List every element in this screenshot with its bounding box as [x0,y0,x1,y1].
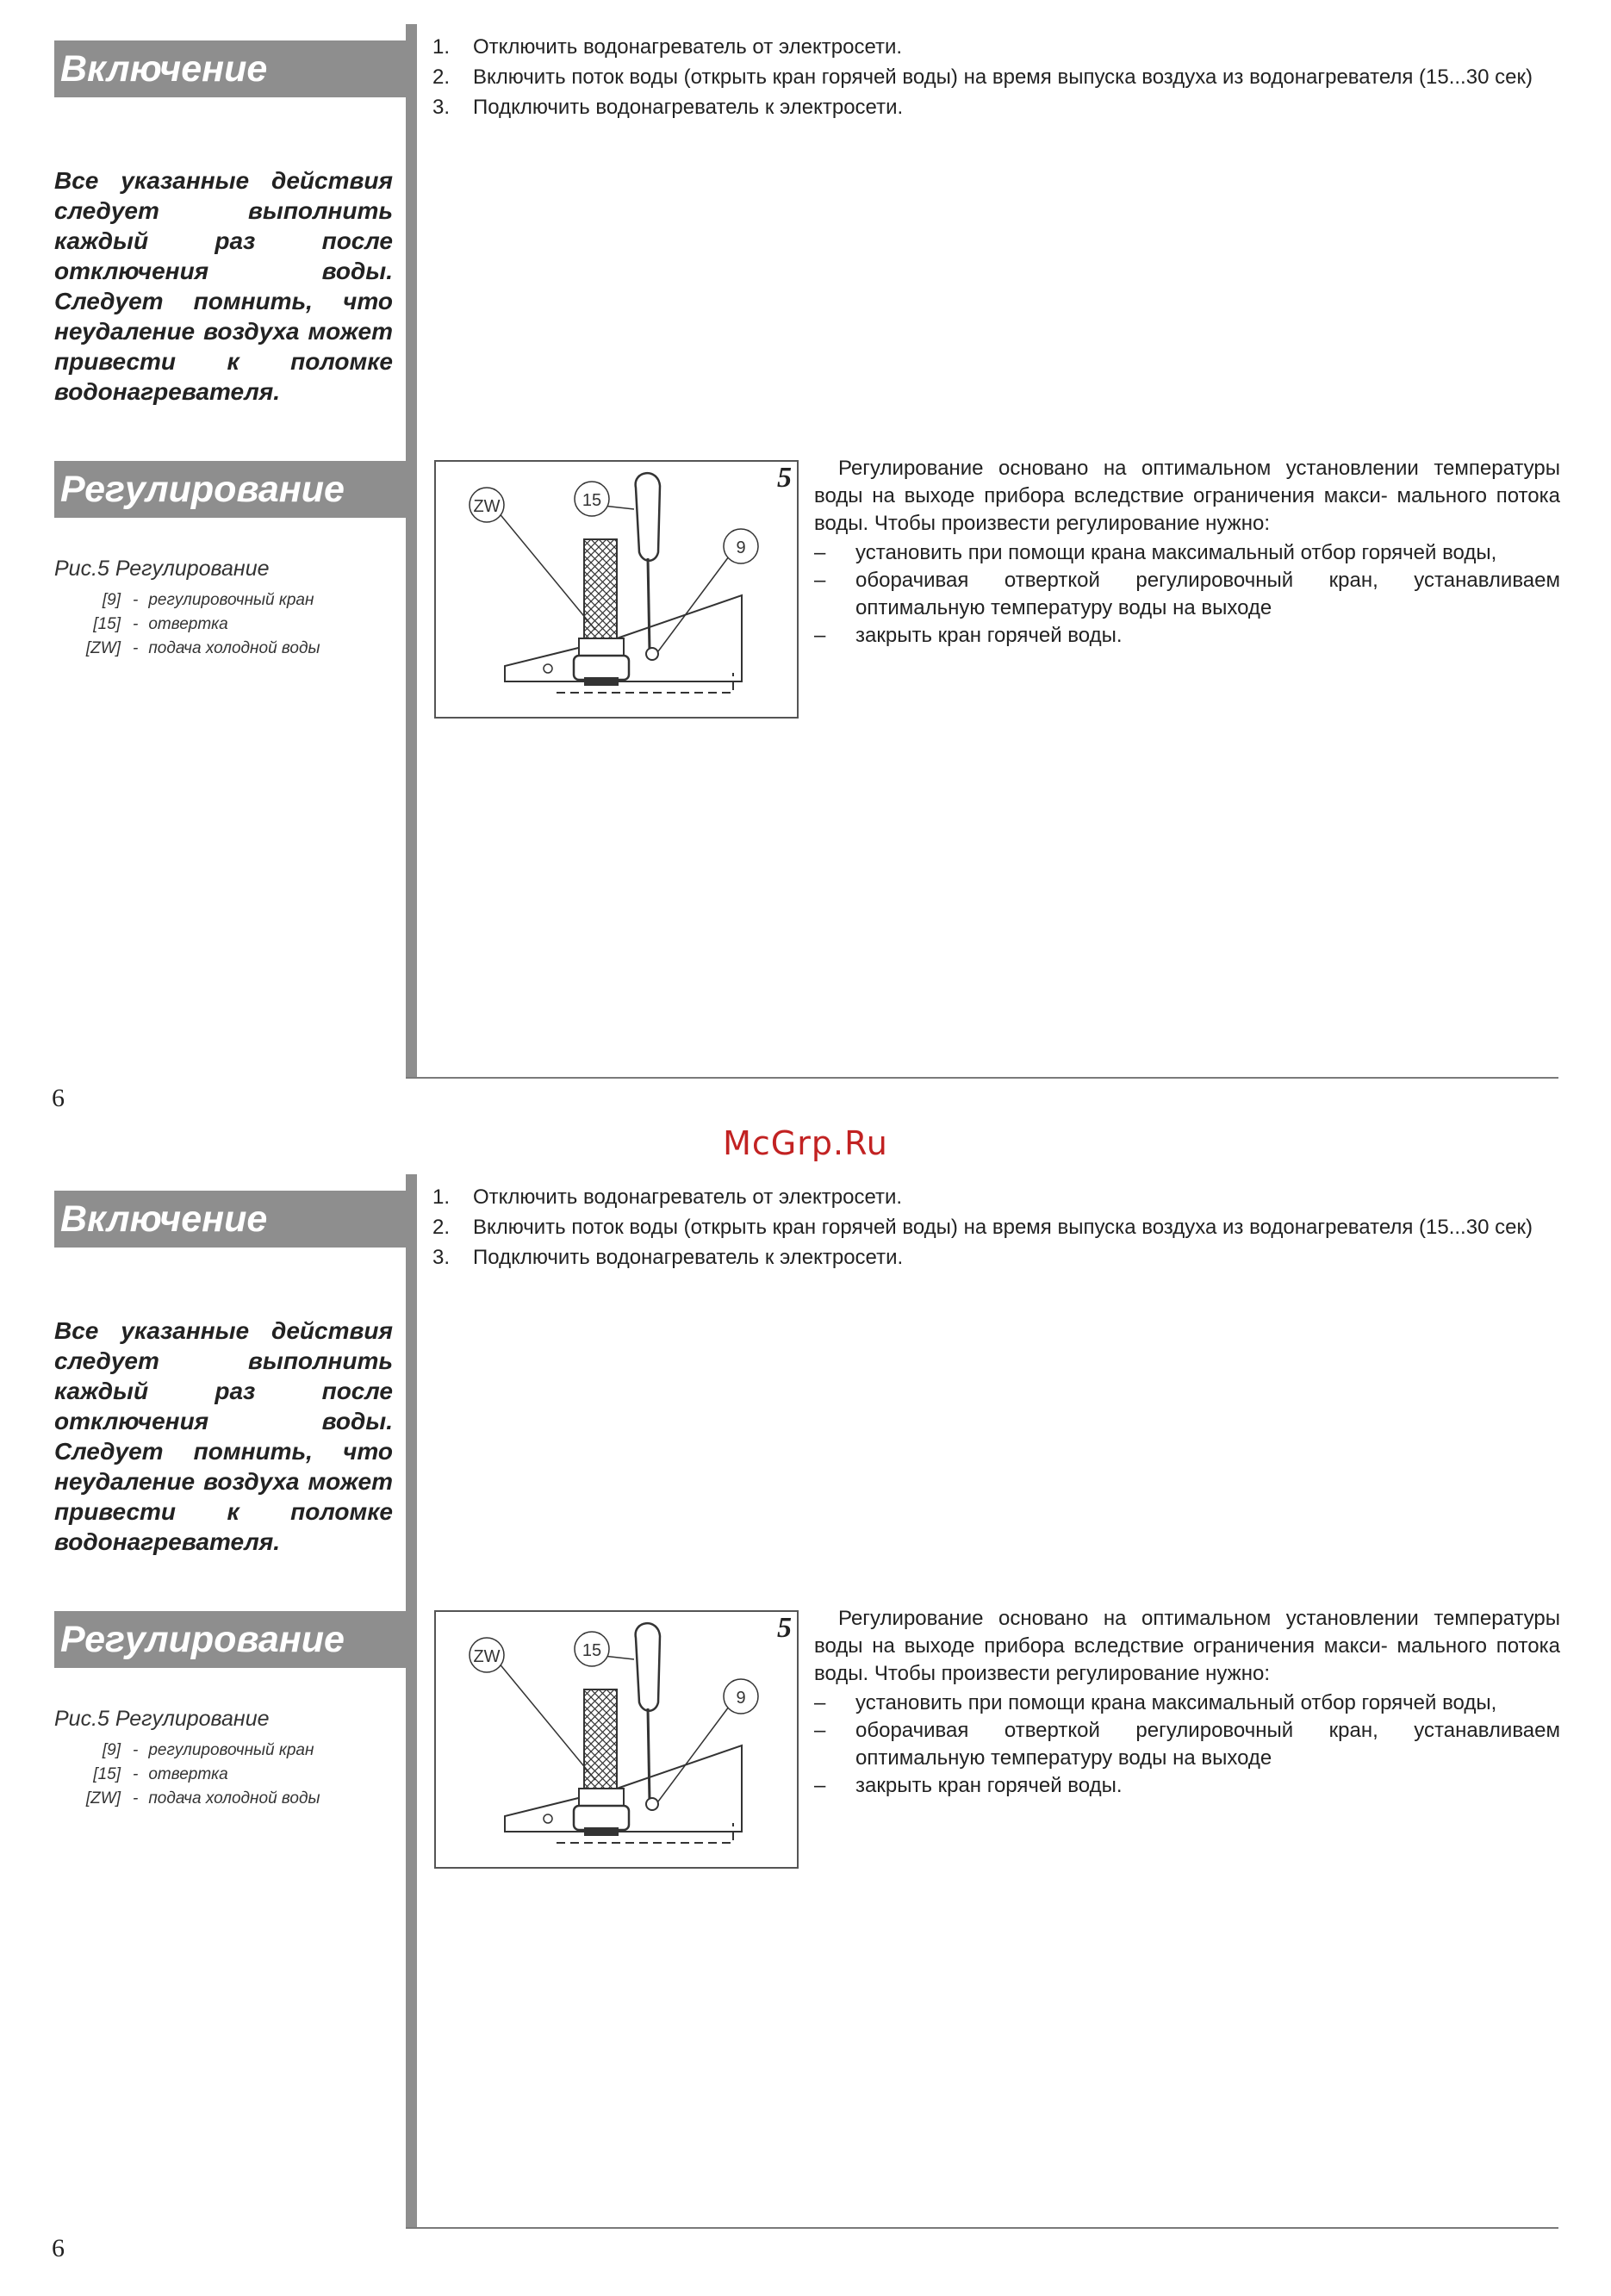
regulation-intro: Регулирование основано на оптимальном установлении температуры воды на выходе прибора вследствие ограничения макси- мального потока воды. Чтобы произвести регулирование нужно: [814,1607,1560,1685]
item-text: установить при помощи крана максимальный отбор горячей воды, [855,1691,1497,1714]
legend-dash: - [133,615,139,633]
legend-dash: - [133,639,139,657]
item-text: закрыть кран горячей воды. [855,624,1123,647]
legend-dash: - [133,1789,139,1808]
step-number: 1. [432,35,451,59]
valve-drawing [436,462,797,717]
page-number: 6 [52,2234,65,2262]
legend-row [76,613,320,637]
step-number: 2. [432,65,451,89]
bullet-dash: – [814,624,826,647]
item-text: установить при помощи крана максимальный отбор горячей воды, [855,541,1497,564]
figure-number: 5 [777,462,792,494]
legend-text: подача холодной воды [148,639,320,657]
list-item [432,34,1563,59]
watermark: McGrp.Ru [723,1124,888,1162]
section-heading-enable: Включение [54,40,406,97]
warning-note: Все указанные действия следует выполнить каждый раз после отключения воды. Следует помнить, что неудаление воздуха может привести к поломке водонагревателя. [54,1317,393,1555]
item-text: закрыть кран горячей воды. [855,1774,1123,1797]
figure-number: 5 [777,1612,792,1644]
regulation-list [814,1689,1560,1800]
document-page [0,0,1611,1146]
step-text: Подключить водонагреватель к электросети. [473,96,904,119]
list-item [814,1772,1560,1800]
legend-code: [9] [102,1741,121,1759]
warning-note: Все указанные действия следует выполнить каждый раз после отключения воды. Следует помнить, что неудаление воздуха может привести к поломке водонагревателя. [54,167,393,405]
callout-9: 9 [736,1689,746,1708]
step-text: Подключить водонагреватель к электросети. [473,1246,904,1269]
legend-code: [ZW] [85,1789,121,1808]
legend-text: подача холодной воды [148,1789,320,1808]
legend-dash: - [133,1765,139,1783]
step-text: Включить поток воды (открыть кран горячей воды) на время выпуска воздуха из водонагревателя (15...30 сек) [473,65,1533,89]
bottom-rule [406,1077,1558,1079]
figure-caption: Рис.5 Регулирование [54,557,270,581]
legend-text: регулировочный кран [148,591,314,609]
legend-text: регулировочный кран [148,1741,314,1759]
legend-row [76,1739,320,1763]
callout-zw: ZW [473,1647,501,1666]
figure-5-illustration [434,1610,799,1869]
bullet-dash: – [814,1774,826,1797]
list-item [814,539,1560,567]
list-item [814,622,1560,650]
vertical-divider [406,1174,417,2227]
legend-code: [9] [102,591,121,609]
section-heading-regulation: Регулирование [54,1611,406,1668]
regulation-list [814,539,1560,650]
list-item [814,1689,1560,1717]
list-item [814,1717,1560,1772]
list-item [432,1245,1563,1270]
figure-legend [76,1739,320,1811]
document-page [0,1150,1611,2296]
legend-row [76,588,320,613]
legend-row [76,1787,320,1811]
page-number: 6 [52,1084,65,1112]
step-number: 1. [432,1185,451,1209]
list-item [432,1185,1563,1210]
legend-text: отвертка [148,615,228,633]
section-heading-regulation: Регулирование [54,461,406,518]
legend-row [76,637,320,661]
item-text: оборачивая отверткой регулировочный кран, устанавливаем оптимальную температуру воды на выходе [855,569,1560,619]
vertical-divider [406,24,417,1077]
list-item [432,1215,1563,1240]
list-item [814,567,1560,622]
callout-15: 15 [582,1641,602,1660]
figure-legend [76,588,320,661]
legend-dash: - [133,1741,139,1759]
list-item [432,95,1563,120]
figure-caption: Рис.5 Регулирование [54,1707,270,1731]
legend-row [76,1763,320,1787]
legend-code: [15] [93,615,121,633]
callout-15: 15 [582,491,602,510]
bottom-rule [406,2227,1558,2229]
valve-drawing [436,1612,797,1867]
regulation-intro: Регулирование основано на оптимальном установлении температуры воды на выходе прибора вследствие ограничения макси- мального потока воды. Чтобы произвести регулирование нужно: [814,457,1560,535]
step-text: Отключить водонагреватель от электросети. [473,35,903,59]
regulation-text [814,1605,1560,1800]
legend-code: [ZW] [85,639,121,657]
step-number: 3. [432,96,451,119]
step-text: Включить поток воды (открыть кран горячей воды) на время выпуска воздуха из водонагревателя (15...30 сек) [473,1216,1533,1239]
step-text: Отключить водонагреватель от электросети. [473,1185,903,1209]
figure-5-illustration [434,460,799,719]
bullet-dash: – [814,541,826,564]
callout-zw: ZW [473,497,501,516]
bullet-dash: – [814,569,826,592]
regulation-text [814,455,1560,650]
bullet-dash: – [814,1719,826,1742]
enable-steps-list [432,1185,1563,1275]
bullet-dash: – [814,1691,826,1714]
item-text: оборачивая отверткой регулировочный кран, устанавливаем оптимальную температуру воды на выходе [855,1719,1560,1770]
legend-code: [15] [93,1765,121,1783]
section-heading-enable: Включение [54,1191,406,1248]
step-number: 3. [432,1246,451,1269]
step-number: 2. [432,1216,451,1239]
legend-text: отвертка [148,1765,228,1783]
enable-steps-list [432,34,1563,125]
legend-dash: - [133,591,139,609]
list-item [432,65,1563,90]
callout-9: 9 [736,538,746,557]
